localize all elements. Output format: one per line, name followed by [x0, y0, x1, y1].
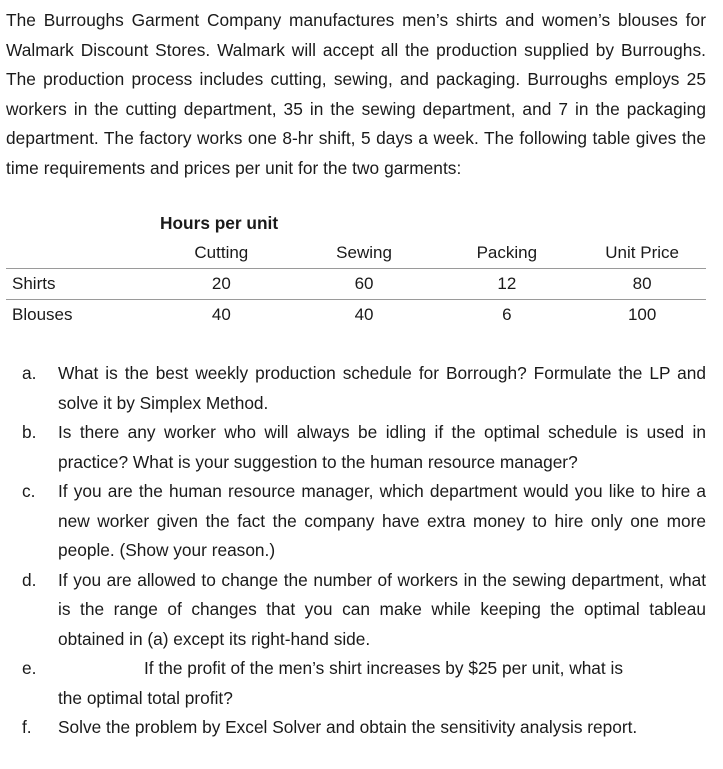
- question-text: If you are the human resource manager, which department would you like to hire a new worker given the fact the company have extra money to hire only one more people. (Show your reason.): [58, 481, 706, 560]
- header-cell-unit-price: Unit Price: [578, 238, 706, 269]
- question-marker: f.: [22, 717, 32, 737]
- question-item: [22, 654, 706, 713]
- table-header-row: [6, 238, 706, 269]
- question-text: If you are allowed to change the number of workers in the sewing department, what is the range of changes that you can make while keeping the optimal tableau obtained in (a) except its right-hand side.: [58, 569, 706, 649]
- row-label: Shirts: [6, 269, 150, 300]
- question-text-line2: the optimal total profit?: [58, 687, 233, 708]
- cell-sewing: 40: [354, 305, 374, 324]
- cell-sewing: 60: [293, 269, 436, 300]
- header-cell-empty: [6, 238, 150, 269]
- question-text: What is the best weekly production schedule for Borrough? Formulate the LP and solve it by Simplex Method.: [58, 363, 706, 413]
- question-marker: a.: [22, 363, 37, 383]
- row-label: Blouses: [12, 305, 73, 324]
- question-text-line1: If the profit of the men’s shirt increases by $25 per unit, what is: [144, 658, 623, 678]
- question-list: [22, 359, 706, 743]
- question-marker: e.: [22, 658, 37, 678]
- cell-packing: 12: [435, 269, 578, 300]
- question-item: [22, 359, 706, 418]
- cell-price: 80: [578, 269, 706, 300]
- cell-cutting: 40: [211, 305, 231, 324]
- intro-paragraph: The Burroughs Garment Company manufactures men’s shirts and women’s blouses for Walmark Discount Stores. Walmark will accept all the production supplied by Burroughs. The production process includes cutting, sewing, and packaging. Burroughs employs 25 workers in the cutting department, 35 in the sewing department, and 7 in the packaging department. The factory works one 8-hr shift, 5 days a week. The following table gives the time requirements and prices per unit for the two garments:: [6, 10, 706, 178]
- table-row: [6, 269, 706, 300]
- cell-price: 100: [627, 305, 657, 324]
- table-row: [6, 300, 706, 331]
- question-marker: c.: [22, 481, 36, 501]
- question-item: [22, 477, 706, 566]
- header-cell-cutting: Cutting: [150, 238, 293, 269]
- question-marker: d.: [22, 569, 37, 590]
- question-item: [22, 713, 706, 743]
- question-item: [22, 418, 706, 477]
- question-item: [22, 566, 706, 655]
- cell-packing: 6: [502, 305, 512, 324]
- header-cell-sewing: Sewing: [293, 238, 436, 269]
- question-text: Solve the problem by Excel Solver and obtain the sensitivity analysis report.: [58, 717, 638, 737]
- question-marker: b.: [22, 422, 37, 442]
- question-text: Is there any worker who will always be idling if the optimal schedule is used in practice? What is your suggestion to the human resource manager?: [58, 422, 706, 472]
- table-heading: Hours per unit: [160, 213, 279, 233]
- requirements-table: [6, 238, 706, 330]
- cell-cutting: 20: [150, 269, 293, 300]
- header-cell-packing: Packing: [435, 238, 578, 269]
